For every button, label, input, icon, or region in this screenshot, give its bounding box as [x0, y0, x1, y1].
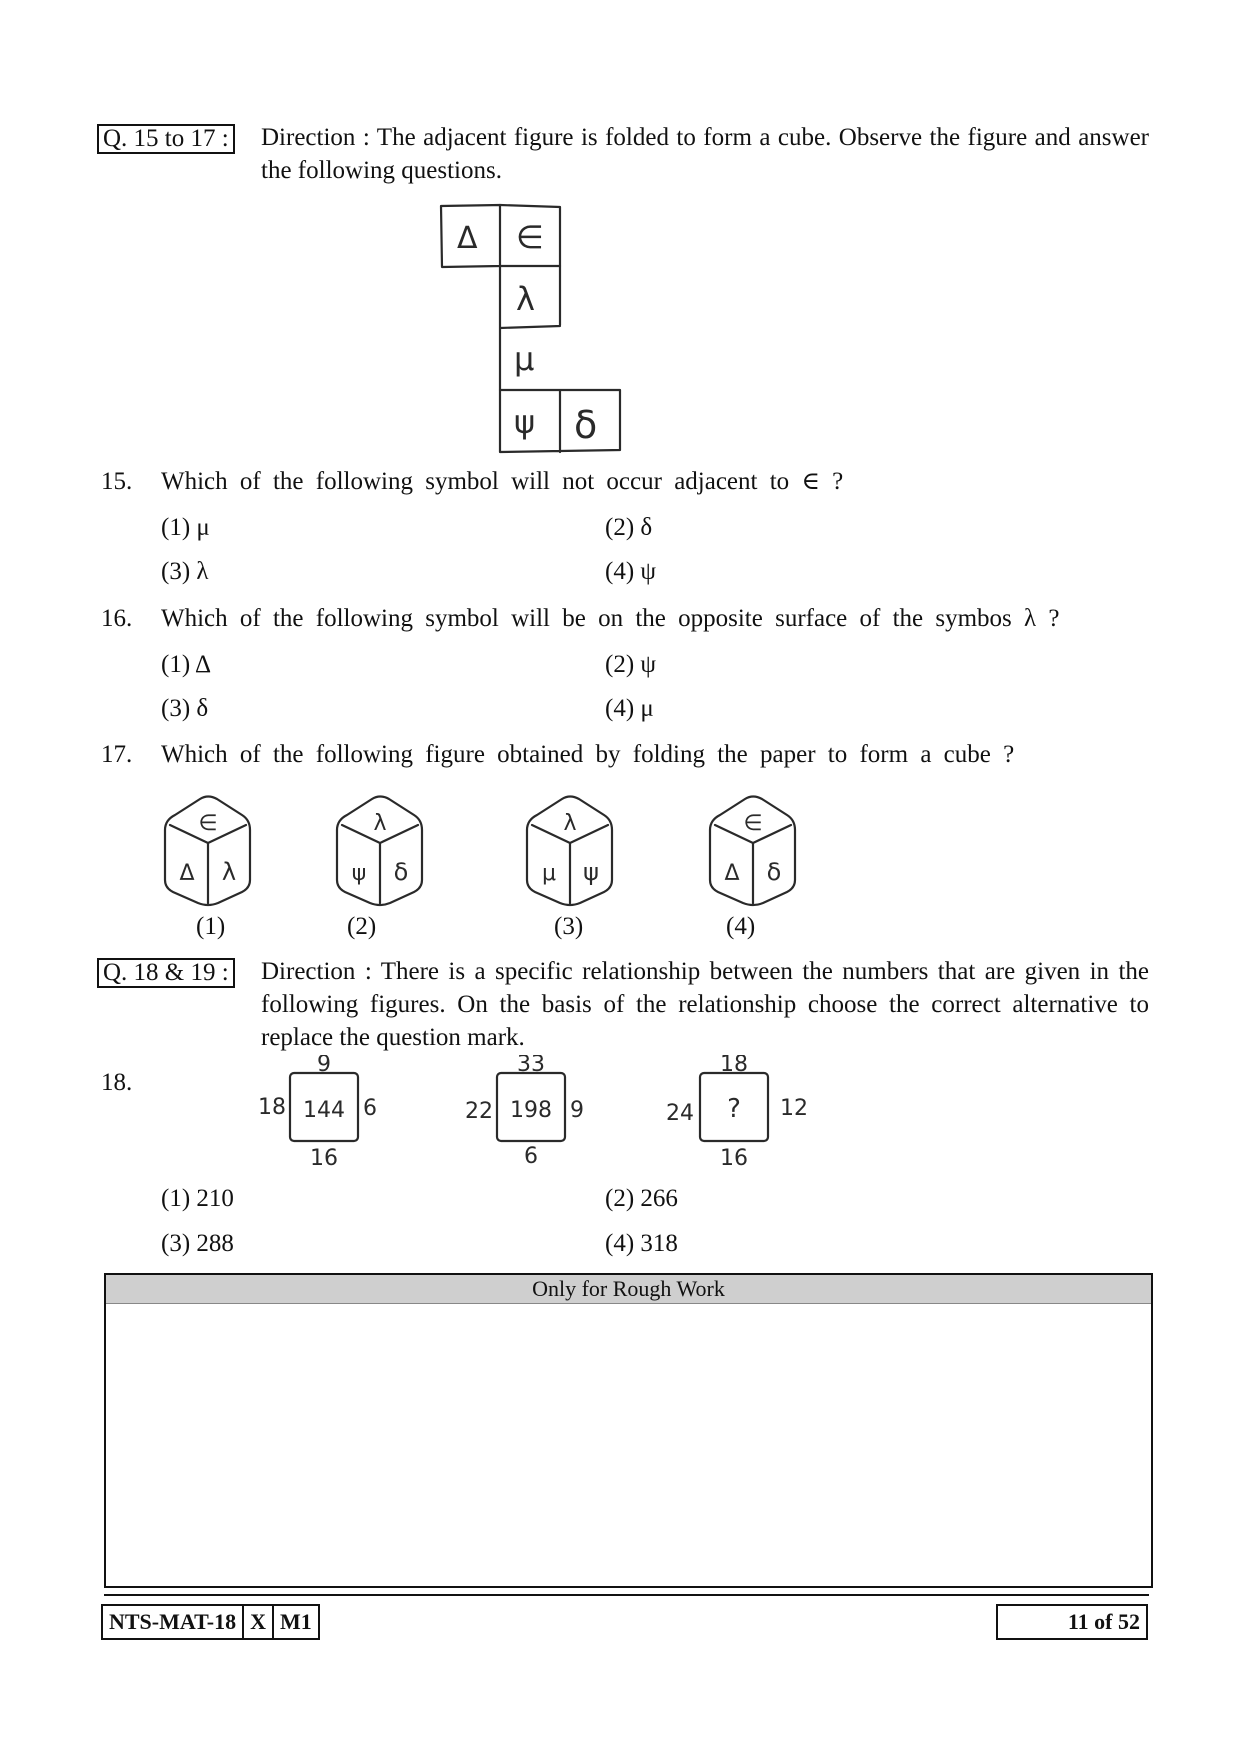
cube-face-left: μ	[542, 861, 556, 886]
net-symbol-lambda: λ	[516, 280, 535, 318]
option-2[interactable]: (2) ψ	[605, 651, 657, 678]
fig3-top: 18	[720, 1055, 748, 1077]
option-2[interactable]: (2) δ	[605, 514, 653, 541]
figure-label-3[interactable]: (3)	[554, 913, 584, 940]
cube-face-top: λ	[373, 811, 387, 836]
fig2-top: 33	[517, 1055, 545, 1077]
cube-face-top: λ	[563, 811, 577, 836]
net-symbol-delta: Δ	[457, 221, 478, 256]
direction-text: Direction : There is a specific relationship between the numbers that are given in the following figures. On the basis of the relationship choose the correct alternative to replace the question mark.	[261, 958, 1149, 1051]
fig3-left: 24	[666, 1101, 694, 1126]
option-2[interactable]: (2) 266	[605, 1185, 678, 1212]
cube-face-left: ψ	[351, 861, 367, 886]
option-4[interactable]: (4) ψ	[605, 558, 657, 585]
question-text: Which of the following figure obtained by folding the paper to form a cube ?	[161, 741, 1015, 768]
option-3[interactable]: (3) δ	[161, 695, 209, 722]
option-1[interactable]: (1) Δ	[161, 651, 212, 678]
page-number: 11 of 52	[1067, 1609, 1140, 1634]
fig3-center: ?	[727, 1094, 741, 1124]
cube-face-right: δ	[766, 858, 782, 886]
question-range-tag: Q. 15 to 17 :	[97, 124, 235, 154]
fig2-bottom: 6	[524, 1144, 538, 1169]
footer-class: X	[244, 1606, 274, 1638]
cube-options-figure	[160, 785, 820, 915]
fig2-right: 9	[570, 1098, 584, 1123]
cube-option-2[interactable]	[337, 797, 422, 906]
fig3-bottom: 16	[720, 1146, 748, 1171]
cube-net-figure	[430, 200, 630, 460]
option-1[interactable]: (1) 210	[161, 1185, 234, 1212]
fig2-center: 198	[510, 1098, 552, 1123]
cube-face-right: ψ	[583, 858, 599, 886]
question-text: Which of the following symbol will not occur adjacent to ∈ ?	[161, 468, 844, 495]
net-symbol-mu: μ	[514, 340, 535, 378]
fig2-left: 22	[465, 1099, 493, 1124]
fig1-center: 144	[303, 1098, 345, 1123]
cube-option-1[interactable]	[165, 797, 250, 906]
footer-divider	[104, 1594, 1149, 1596]
fig1-bottom: 16	[310, 1146, 338, 1171]
question-text: Which of the following symbol will be on the opposite surface of the symbos λ ?	[161, 605, 1060, 632]
option-3[interactable]: (3) 288	[161, 1230, 234, 1257]
net-symbol-psi: ψ	[514, 403, 536, 441]
fig1-left: 18	[258, 1095, 286, 1120]
question-number: 16.	[101, 605, 133, 632]
direction-text: Direction : The adjacent figure is folded to form a cube. Observe the figure and answer the following questions.	[261, 124, 1149, 184]
fig3-right: 12	[780, 1096, 808, 1121]
cube-option-3[interactable]	[527, 797, 612, 906]
cube-face-right: λ	[221, 858, 237, 886]
cube-face-left: Δ	[724, 861, 740, 886]
option-1[interactable]: (1) μ	[161, 514, 210, 541]
fig1-right: 6	[363, 1096, 377, 1121]
question-number: 17.	[101, 741, 133, 768]
cube-face-left: Δ	[179, 861, 195, 886]
question-number: 15.	[101, 468, 133, 495]
rough-work-box	[104, 1273, 1153, 1588]
option-4[interactable]: (4) μ	[605, 695, 654, 722]
number-figures	[250, 1055, 830, 1175]
net-symbol-delta-small: δ	[574, 403, 598, 447]
cube-face-top: ∈	[743, 811, 763, 836]
question-number: 18.	[101, 1069, 133, 1096]
net-symbol-epsilon: ∈	[516, 218, 544, 256]
footer-medium: M1	[280, 1609, 312, 1634]
cube-option-4[interactable]	[710, 797, 795, 906]
option-4[interactable]: (4) 318	[605, 1230, 678, 1257]
figure-label-4[interactable]: (4)	[726, 913, 756, 940]
cube-face-top: ∈	[198, 811, 218, 836]
question-range-tag: Q. 18 & 19 :	[97, 958, 235, 988]
figure-label-1[interactable]: (1)	[196, 913, 226, 940]
rough-work-label: Only for Rough Work	[106, 1275, 1151, 1304]
cube-face-right: δ	[393, 858, 409, 886]
footer-code-box	[101, 1604, 320, 1640]
footer-code: NTS-MAT-18	[103, 1606, 244, 1638]
fig1-top: 9	[317, 1055, 331, 1077]
option-3[interactable]: (3) λ	[161, 558, 209, 585]
page-number-box	[996, 1604, 1148, 1640]
figure-label-2[interactable]: (2)	[347, 913, 377, 940]
